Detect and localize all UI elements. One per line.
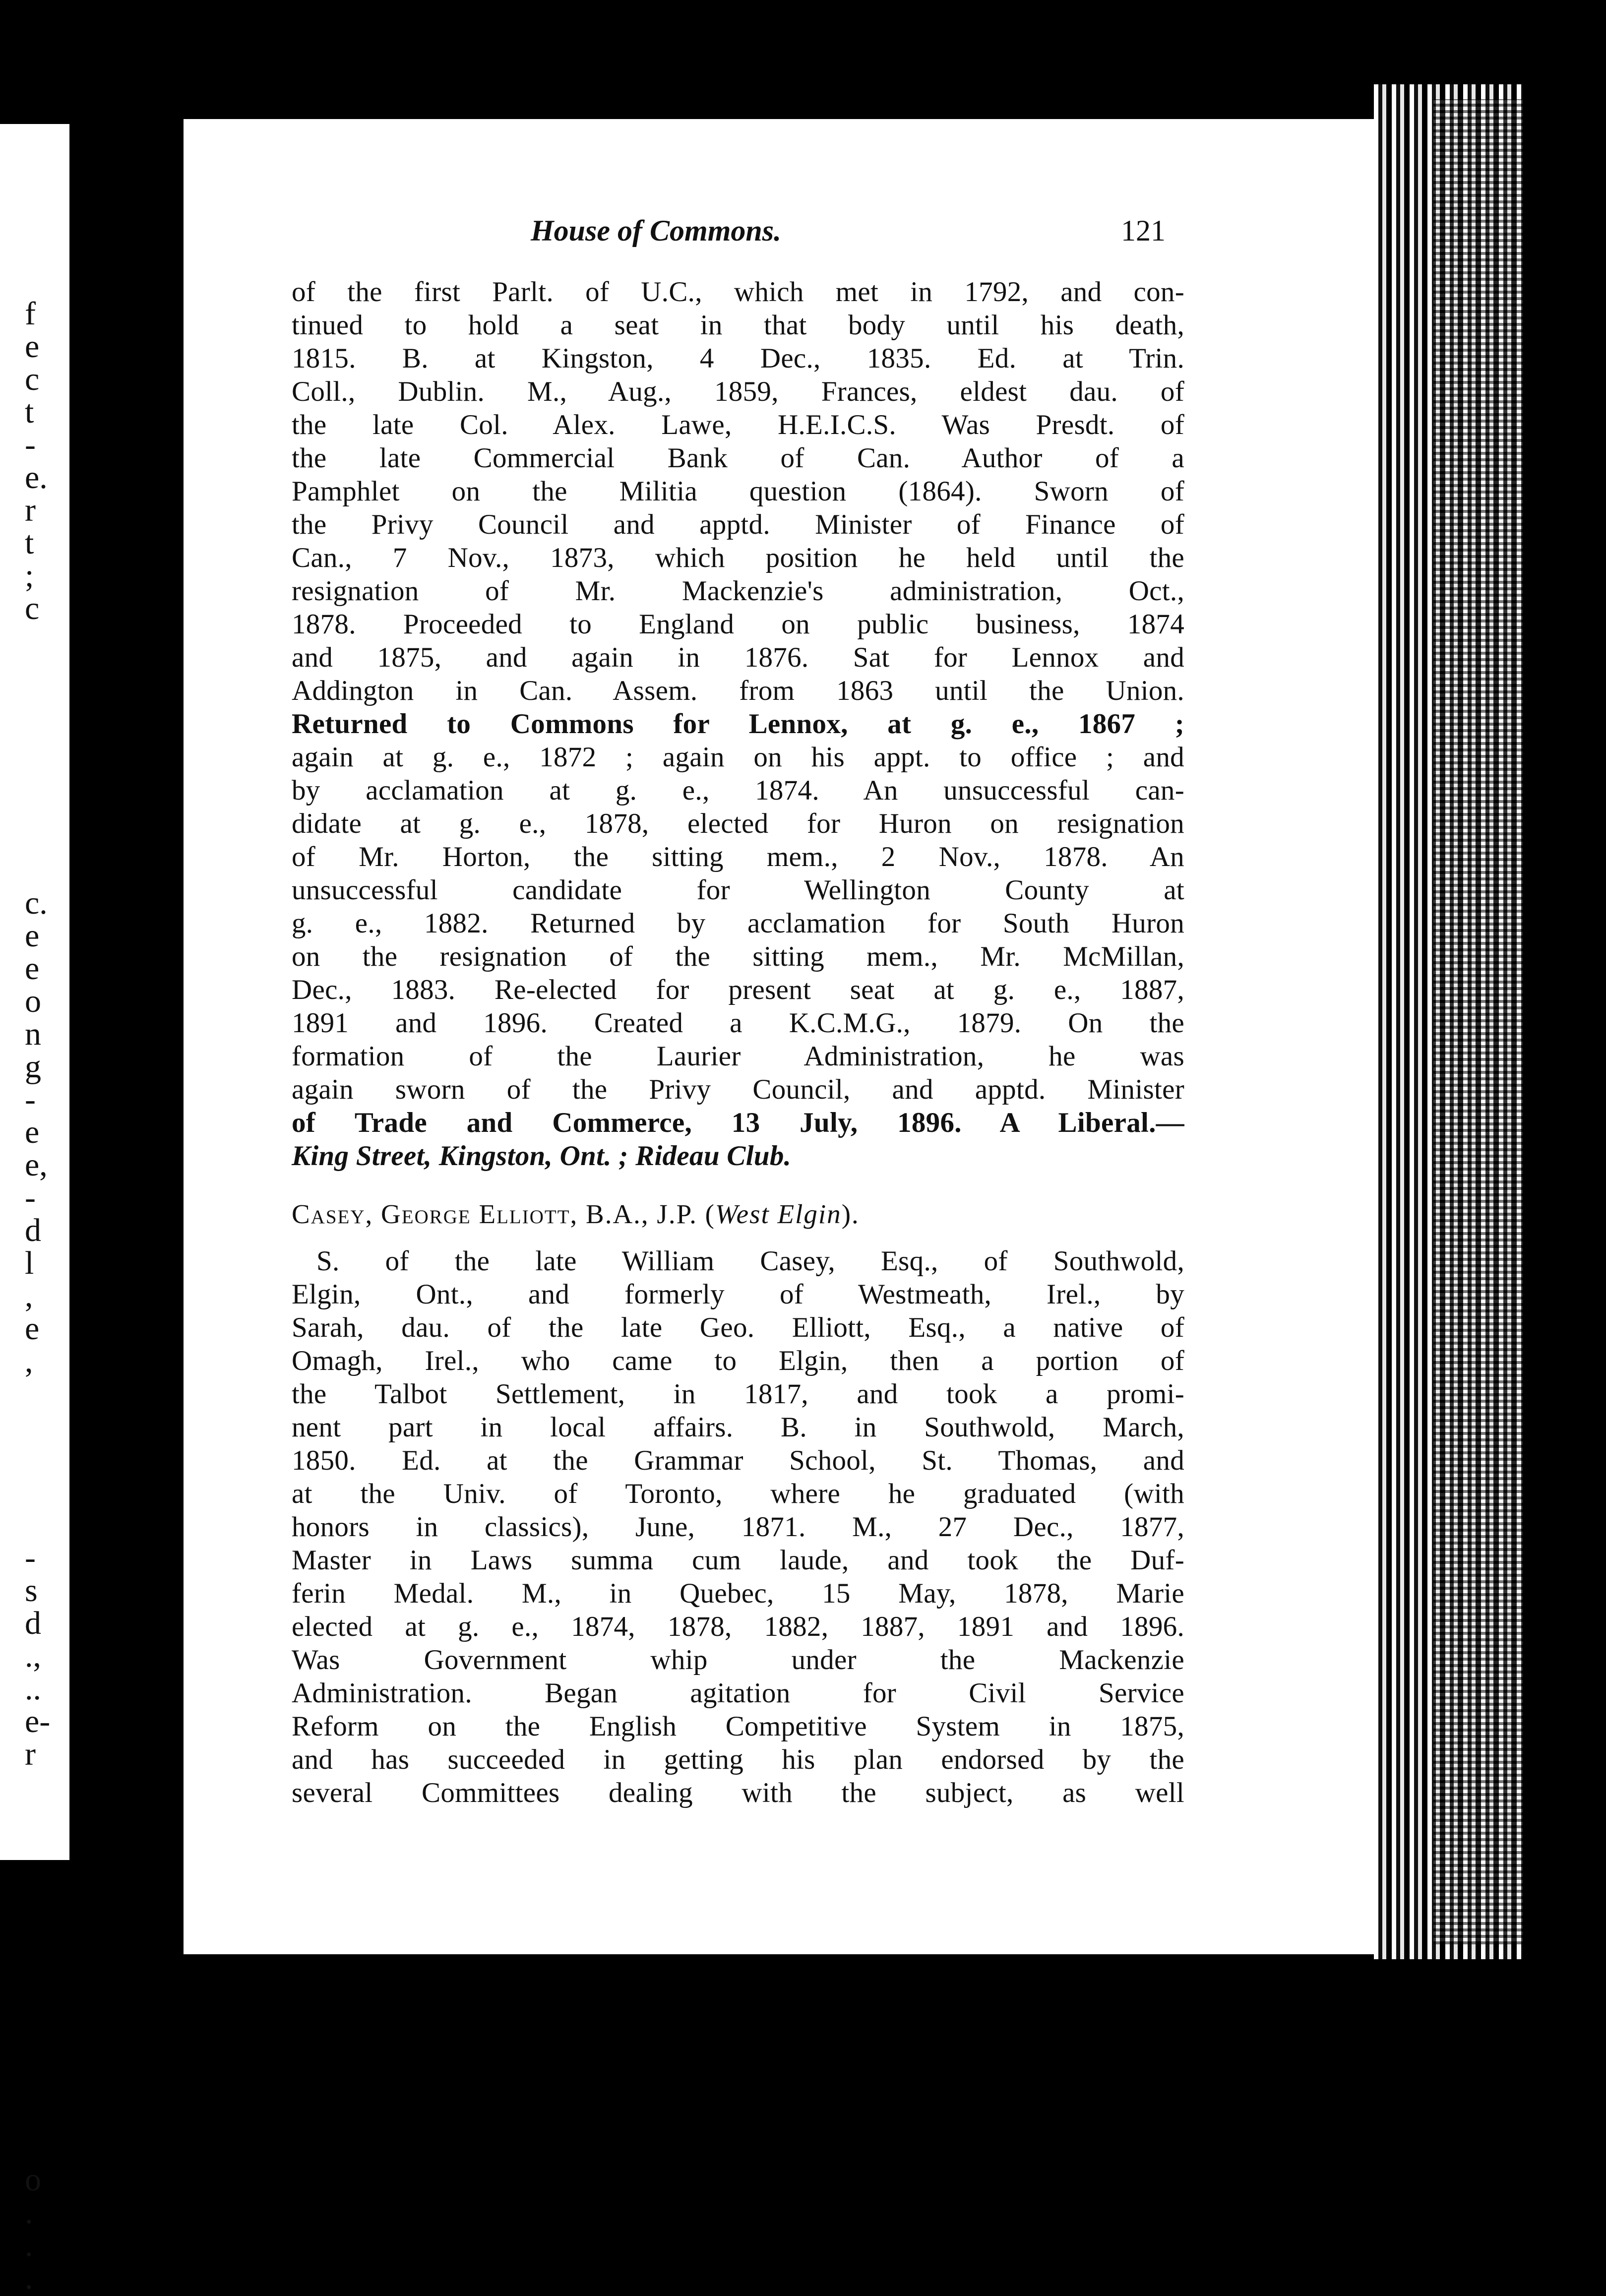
page-number: 121	[1121, 214, 1166, 247]
text-line: the late Commercial Bank of Can. Author of a	[292, 442, 1184, 474]
biography-entry	[292, 1244, 1184, 1809]
text-line: unsuccessful candidate for Wellington County at	[292, 874, 1184, 906]
text-line: again sworn of the Privy Council, and apptd. Minister	[292, 1074, 1184, 1105]
facing-page-fragment: t	[25, 394, 34, 430]
text-line: and 1875, and again in 1876. Sat for Lennox and	[292, 642, 1184, 673]
text-line: Was Government whip under the Mackenzie	[292, 1644, 1184, 1675]
facing-page-fragment: -	[25, 427, 36, 463]
facing-page-fragment: .	[25, 2227, 33, 2263]
text-line: on the resignation of the sitting mem., Mr. McMillan,	[292, 941, 1184, 972]
facing-page-fragment: o	[25, 2162, 41, 2198]
facing-page-fragment: e-	[25, 1703, 51, 1739]
text-line: the late Col. Alex. Lawe, H.E.I.C.S. Was Presdt. of	[292, 409, 1184, 440]
facing-page-fragment: -	[25, 1179, 36, 1216]
facing-page-edge	[0, 124, 69, 2296]
text-line: elected at g. e., 1874, 1878, 1882, 1887, 1891 and 1896.	[292, 1611, 1184, 1642]
text-line: Omagh, Irel., who came to Elgin, then a portion of	[292, 1345, 1184, 1376]
facing-page-fragment: l	[25, 1245, 34, 1281]
facing-page-fragments	[0, 124, 69, 2296]
facing-page-fragment: e	[25, 950, 40, 987]
facing-page-fragment: d	[25, 1605, 41, 1641]
text-line: of Mr. Horton, the sitting mem., 2 Nov., 1878. An	[292, 841, 1184, 872]
facing-page-fragment: e,	[25, 1147, 48, 1183]
text-line: tinued to hold a seat in that body until his death,	[292, 310, 1184, 341]
text-line: and has succeeded in getting his plan endorsed by the	[292, 1744, 1184, 1775]
facing-page-fragment: -	[25, 1081, 36, 1117]
text-line: of the first Parlt. of U.C., which met in 1792, and con-	[292, 276, 1184, 308]
facing-page-fragment: e	[25, 1310, 40, 1347]
facing-page-fragment: f	[25, 296, 36, 332]
facing-page-fragment: o	[25, 983, 41, 1019]
text-line: Elgin, Ont., and formerly of Westmeath, Irel., by	[292, 1279, 1184, 1310]
text-line: at the Univ. of Toronto, where he graduated (with	[292, 1478, 1184, 1509]
facing-page-fragment: e	[25, 918, 40, 954]
facing-page-fragment: d	[25, 1212, 41, 1248]
facing-page-fragment: c.	[25, 885, 48, 921]
text-line: the Talbot Settlement, in 1817, and took a promi-	[292, 1378, 1184, 1410]
text-line: Pamphlet on the Militia question (1864). Sworn of	[292, 476, 1184, 507]
facing-page-fragment: t	[25, 525, 34, 561]
running-head: House of Commons.	[531, 214, 782, 247]
text-line: 1815. B. at Kingston, 4 Dec., 1835. Ed. at Trin.	[292, 343, 1184, 374]
facing-page-fragment: ,	[25, 1343, 33, 1379]
member-name: Casey, George Elliott, B.A., J.P.	[292, 1199, 697, 1229]
biography-entry-continued	[292, 275, 1184, 1139]
facing-page-fragment: .	[25, 2260, 33, 2296]
page-body	[292, 275, 1184, 1809]
text-line: ferin Medal. M., in Quebec, 15 May, 1878, Marie	[292, 1578, 1184, 1609]
facing-page-fragment: e	[25, 1114, 40, 1150]
facing-page-fragment: e	[25, 328, 40, 365]
text-line: nent part in local affairs. B. in Southwold, March,	[292, 1412, 1184, 1443]
text-line: Can., 7 Nov., 1873, which position he held until the	[292, 542, 1184, 573]
page-header	[531, 211, 1175, 250]
facing-page-fragment: ,	[25, 1278, 33, 1314]
text-line: Addington in Can. Assem. from 1863 until the Union.	[292, 675, 1184, 706]
text-line: 1878. Proceeded to England on public business, 1874	[292, 609, 1184, 640]
constituency: West Elgin	[715, 1199, 842, 1229]
facing-page-fragment: .	[25, 2194, 33, 2231]
text-line: Reform on the English Competitive System in 1875,	[292, 1711, 1184, 1742]
constituency-open: (	[697, 1199, 715, 1229]
facing-page-fragment: s	[25, 1572, 38, 1609]
facing-page-fragment: c	[25, 361, 40, 397]
text-line: didate at g. e., 1878, elected for Huron on resignation	[292, 808, 1184, 839]
text-line: honors in classics), June, 1871. M., 27 Dec., 1877,	[292, 1511, 1184, 1543]
facing-page-fragment: g	[25, 1049, 41, 1085]
text-line: S. of the late William Casey, Esq., of Southwold,	[316, 1245, 1184, 1277]
facing-page-fragment: .,	[25, 1638, 41, 1674]
entry-heading	[292, 1197, 1184, 1231]
facing-page-fragment: ;	[25, 558, 34, 594]
text-line: the Privy Council and apptd. Minister of Finance of	[292, 509, 1184, 540]
text-line: Returned to Commons for Lennox, at g. e., 1867 ;	[292, 708, 1184, 740]
text-line: several Committees dealing with the subject, as well	[292, 1777, 1184, 1808]
constituency-close: ).	[841, 1199, 860, 1229]
text-line: formation of the Laurier Administration, he was	[292, 1041, 1184, 1072]
facing-page-fragment: e.	[25, 459, 48, 496]
facing-page-fragment: n	[25, 1016, 41, 1052]
facing-page-fragment: -	[25, 1540, 36, 1576]
page-block-shade	[1433, 99, 1523, 1944]
facing-page-fragment: c	[25, 590, 40, 626]
text-line: Dec., 1883. Re-elected for present seat at g. e., 1887,	[292, 974, 1184, 1005]
text-line: Sarah, dau. of the late Geo. Elliott, Esq., a native of	[292, 1312, 1184, 1343]
address-line: King Street, Kingston, Ont. ; Rideau Club.	[292, 1140, 792, 1172]
text-line: Coll., Dublin. M., Aug., 1859, Frances, eldest dau. of	[292, 376, 1184, 407]
text-line: Master in Laws summa cum laude, and took the Duf-	[292, 1545, 1184, 1576]
facing-page-fragment: r	[25, 1736, 36, 1772]
facing-page-fragment: ..	[25, 1671, 41, 1707]
text-line: Administration. Began agitation for Civil Service	[292, 1677, 1184, 1709]
text-line: 1891 and 1896. Created a K.C.M.G., 1879. On the	[292, 1007, 1184, 1039]
text-line: 1850. Ed. at the Grammar School, St. Thomas, and	[292, 1445, 1184, 1476]
text-line: again at g. e., 1872 ; again on his appt. to office ; and	[292, 742, 1184, 773]
text-line: g. e., 1882. Returned by acclamation for South Huron	[292, 908, 1184, 939]
text-line: resignation of Mr. Mackenzie's administration, Oct.,	[292, 575, 1184, 607]
text-line: by acclamation at g. e., 1874. An unsuccessful can-	[292, 775, 1184, 806]
text-line: of Trade and Commerce, 13 July, 1896. A Liberal.—	[292, 1107, 1184, 1138]
facing-page-fragment: r	[25, 492, 36, 528]
